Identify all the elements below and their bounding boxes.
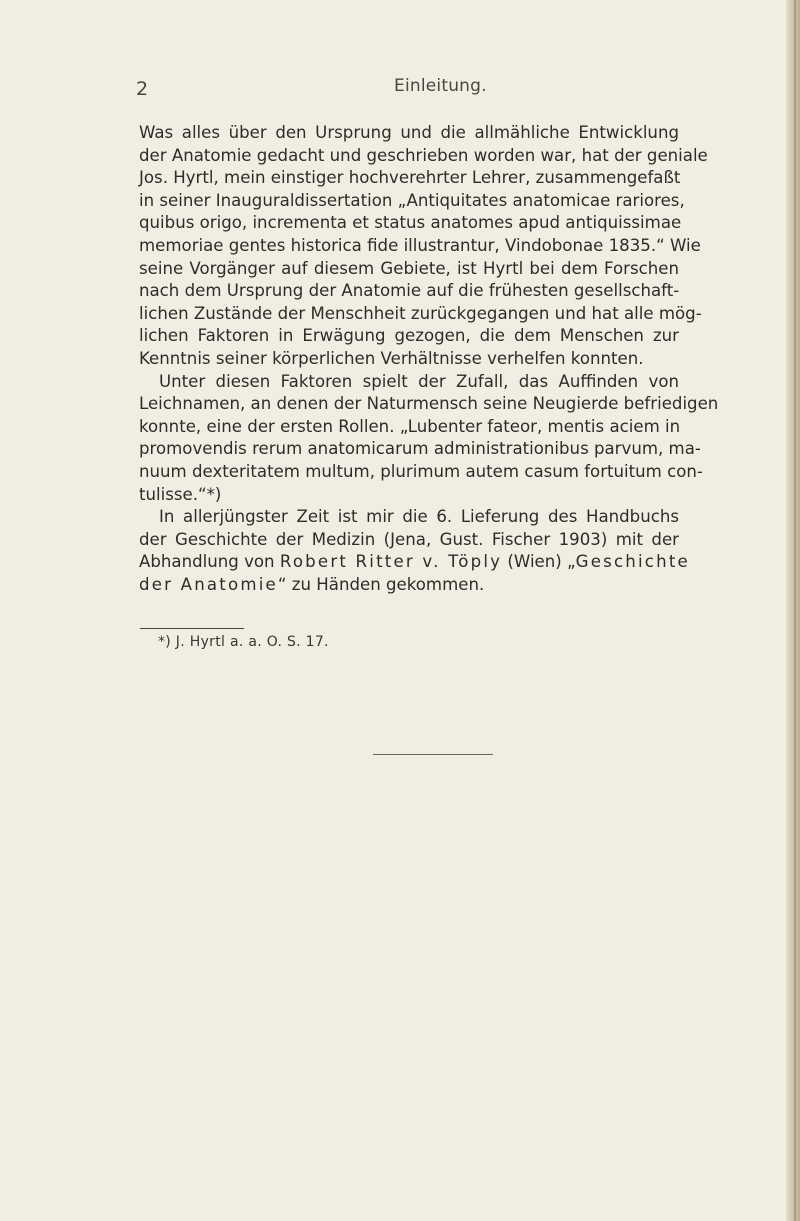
text-line: lichen Faktoren in Erwägung gezogen, die dem Menschen zur (139, 326, 679, 346)
page-number: 2 (136, 78, 149, 100)
title-spaced: Geschichte (575, 552, 690, 572)
text-fragment: “ zu Händen gekommen. (277, 574, 485, 594)
author-name-spaced: Robert Ritter v. Töply (279, 552, 503, 572)
text-line: konnte, eine der ersten Rollen. „Lubenter fateor, mentis aciem in (139, 416, 681, 436)
text-line: In allerjüngster Zeit ist mir die 6. Lieferung des Handbuchs (159, 507, 679, 527)
page-edge-line (794, 0, 796, 1221)
text-fragment: (Wien) „ (502, 552, 576, 572)
footnote: *) J. Hyrtl a. a. O. S. 17. (158, 634, 329, 650)
text-line: quibus origo, incrementa et status anatomes apud antiquissimae (139, 213, 682, 233)
text-line: Jos. Hyrtl, mein einstiger hochverehrter Lehrer, zusammengefaßt (139, 168, 681, 188)
text-line: Was alles über den Ursprung und die allmähliche Entwicklung (139, 123, 679, 142)
footnote-rule (140, 628, 244, 629)
text-line: Kenntnis seiner körperlichen Verhältnisse verhelfen konnten. (139, 348, 644, 368)
text-line: memoriae gentes historica fide illustrantur, Vindobonae 1835.“ Wie (139, 235, 701, 255)
text-line: der Geschichte der Medizin (Jena, Gust. Fischer 1903) mit der (139, 529, 679, 549)
title-spaced: der Anatomie (139, 574, 278, 594)
page-edge-shadow (786, 0, 800, 1221)
text-line: lichen Zustände der Menschheit zurückgegangen und hat alle mög- (139, 303, 702, 323)
text-line: Unter diesen Faktoren spielt der Zufall, das Auffinden von (159, 371, 679, 391)
text-line: in seiner Inauguraldissertation „Antiquitates anatomicae rariores, (139, 190, 685, 210)
running-head: Einleitung. (394, 76, 487, 96)
text-line: tulisse.“*) (139, 484, 222, 504)
text-line-citation-end (139, 574, 679, 597)
text-line: promovendis rerum anatomicarum administrationibus parvum, ma- (139, 439, 701, 459)
text-line: nuum dexteritatem multum, plurimum autem casum fortuitum con- (139, 461, 703, 481)
end-rule (373, 754, 493, 755)
text-line-citation (139, 551, 690, 574)
text-line: seine Vorgänger auf diesem Gebiete, ist Hyrtl bei dem Forschen (139, 258, 679, 278)
text-fragment: Abhandlung von (139, 552, 280, 572)
text-line: nach dem Ursprung der Anatomie auf die frühesten gesellschaft- (139, 281, 680, 301)
text-line: Leichnamen, an denen der Naturmensch seine Neugierde befriedigen (139, 394, 719, 414)
text-line: der Anatomie gedacht und geschrieben worden war, hat der geniale (139, 145, 708, 165)
body-text (139, 122, 719, 596)
